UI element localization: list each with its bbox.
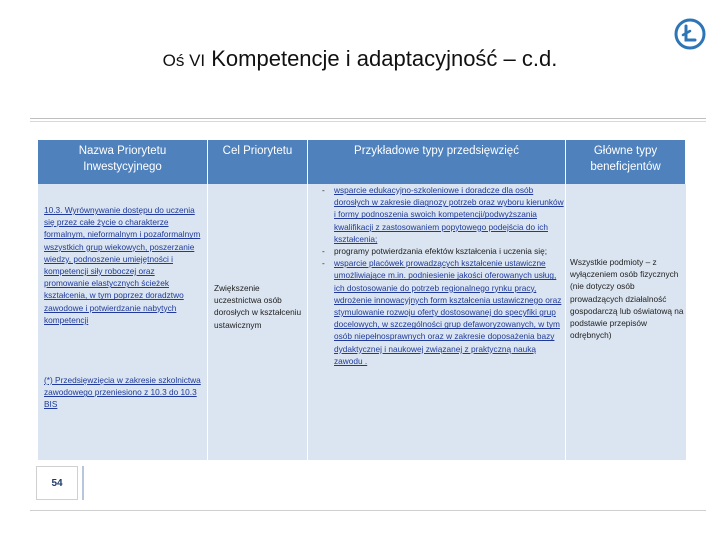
cell-priority-goal [208, 184, 308, 460]
list-item [322, 245, 564, 257]
cell-project-types [308, 184, 566, 460]
priority-goal-text: Zwiększenie uczestnictwa osób dorosłych w kształceniu ustawicznym [214, 283, 302, 330]
project-type-text[interactable]: wsparcie edukacyjno-szkoleniowe i doradcze dla osób dorosłych w zakresie diagnozy potrzeb oraz wyboru kierunków i formy podnoszenia swoich kompetencji/podwyższania kwalifikacji z zastosowaniem popytowego podejścia do ich kształcenia; [334, 185, 564, 244]
page-number: 54 [36, 466, 78, 500]
bullet-dash: - [322, 185, 325, 195]
bullet-dash: - [322, 258, 325, 269]
title-main: Kompetencje i adaptacyjność – c.d. [205, 46, 558, 71]
priority-note-text[interactable]: (*) Przedsięwzięcia w zakresie szkolnictwa zawodowego przeniesiono z 10.3 do 10.3 BIS [44, 375, 201, 410]
list-item [322, 184, 564, 245]
list-item [322, 257, 564, 367]
priority-name-text[interactable]: 10.3. Wyrównywanie dostępu do uczenia się przez całe życie o charakterze formalnym, nieformalnym i pozaformalnym wszystkich grup wiekowych, poszerzanie wiedzy, podnoszenie umiejętności i kompetencji siły roboczej oraz promowanie elastycznych ścieżek kształcenia, w tym poprzez doradztwo zawodowe i potwierdzanie nabytych kompetencji [44, 205, 201, 325]
header-beneficiaries: Główne typy beneficjentów [566, 140, 686, 184]
project-types-list [322, 184, 564, 367]
project-type-text: programy potwierdzania efektów kształcenia i uczenia się; [334, 246, 548, 257]
top-divider [30, 118, 706, 119]
cell-beneficiaries [566, 184, 686, 460]
header-project-types: Przykładowe typy przedsięwzięć [308, 140, 566, 184]
beneficiaries-text: Wszystkie podmioty – z wyłączeniem osób fizycznych (nie dotyczy osób prowadzących działalność gospodarczą lub oświatową na podstawie przepisów odrębnych) [570, 257, 684, 341]
header-priority-goal: Cel Priorytetu [208, 140, 308, 184]
slide-title [0, 46, 720, 72]
footer-accent-bar [82, 466, 84, 500]
cell-priority-name [38, 184, 208, 460]
bullet-dash: - [322, 246, 325, 257]
bottom-divider [30, 510, 706, 511]
title-prefix: Oś VI [162, 51, 206, 70]
project-type-text[interactable]: wsparcie placówek prowadzących kształcenie ustawiczne umożliwiające m.in. podniesienie jakości oferowanych usług, ich dostosowanie do potrzeb regionalnego rynku pracy, wdrożenie innowacyjnych form kształcenia ustawicznego oraz stymulowanie rozwoju oferty dostosowanej do specyfiki grup docelowych, w szczególności grup defaworyzowanych, w tym osób niepełnosprawnych oraz w zakresie doposażenia bazy dydaktycznej i naukowej związanej z praktyczną nauką zawodu . [334, 258, 562, 366]
header-priority-name: Nazwa Priorytetu Inwestycyjnego [38, 140, 208, 184]
top-divider-secondary [30, 121, 706, 122]
lodz-logo-icon [674, 18, 706, 50]
